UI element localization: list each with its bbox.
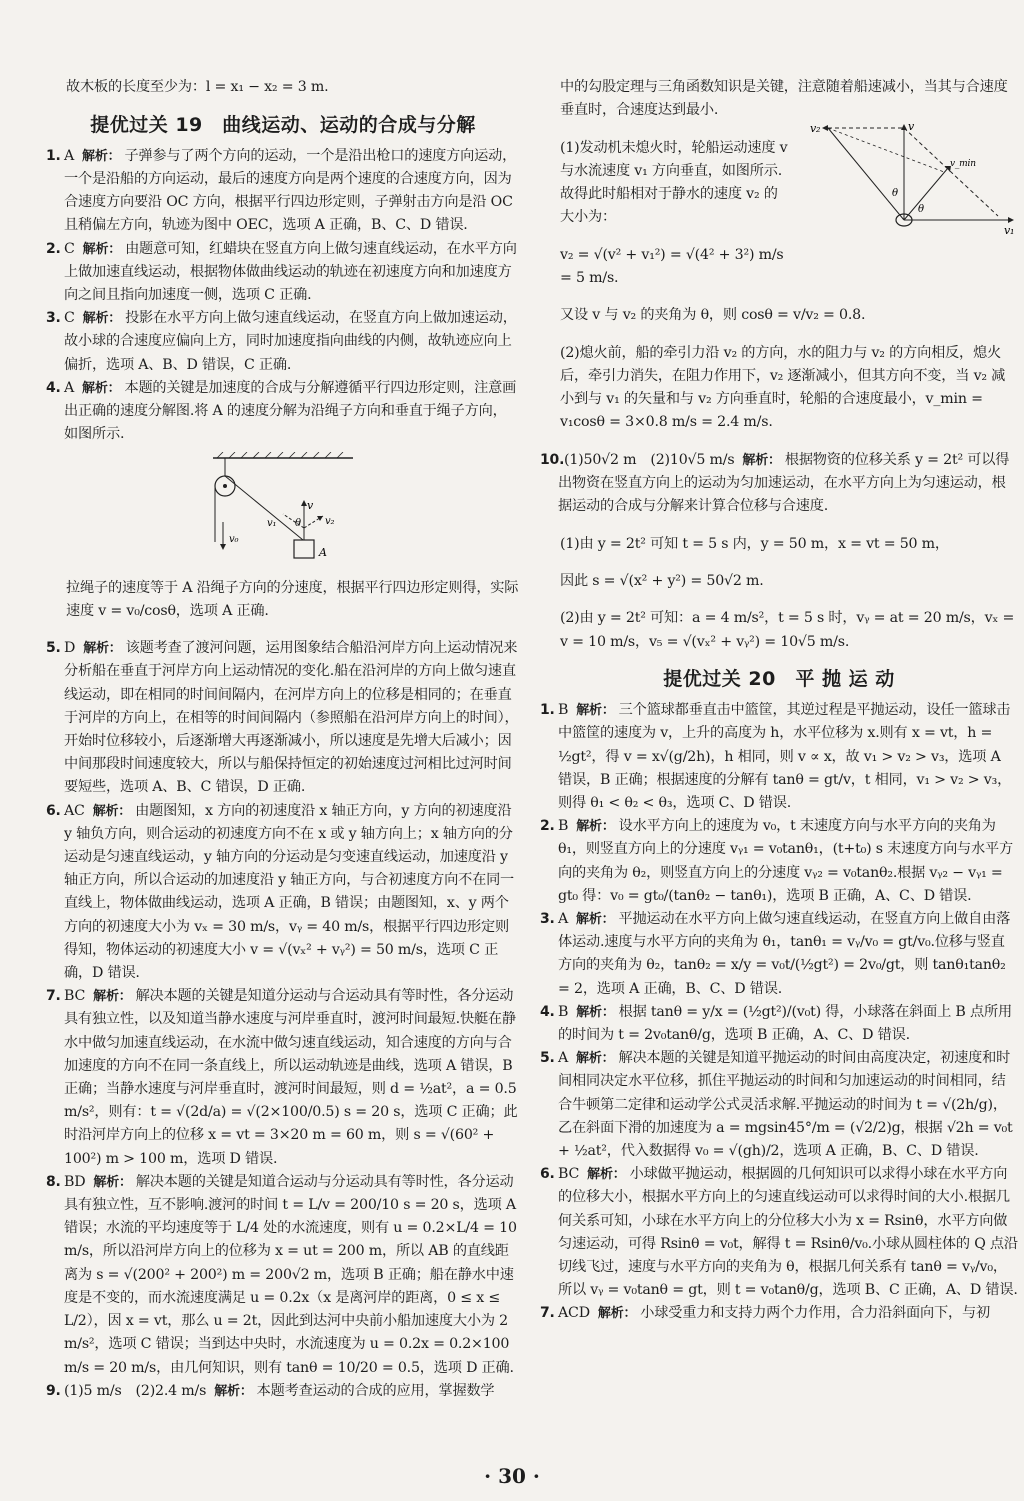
label-v2: v₂ bbox=[810, 122, 821, 136]
label-v0: v₀ bbox=[229, 534, 239, 546]
left-column bbox=[46, 62, 520, 1403]
item-number: 1. bbox=[46, 147, 61, 164]
item-number: 5. bbox=[540, 1050, 555, 1067]
right-items bbox=[540, 699, 1018, 1325]
answer-item bbox=[540, 1047, 1018, 1163]
item-answer: (1)5 m/s (2)2.4 m/s bbox=[64, 1382, 207, 1399]
answer-item bbox=[46, 377, 520, 447]
answer-item bbox=[46, 1171, 520, 1380]
item-text: 根据物资的位移关系 y = 2t² 可以得出物资在竖直方向上的运动为匀加速运动，在水平方向上为匀速运动，根据运动的合成与分解来计算合位移与合速度. bbox=[558, 451, 1010, 515]
item-number: 7. bbox=[540, 1305, 555, 1322]
item-answer: B bbox=[558, 702, 569, 719]
item-answer: BD bbox=[64, 1173, 86, 1190]
answer-item bbox=[540, 908, 1018, 1001]
boat-velocity-diagram bbox=[808, 116, 1018, 236]
answer-item bbox=[540, 815, 1018, 908]
item-label: 解析： bbox=[587, 1167, 626, 1183]
item10-line-2: 因此 s = √(x² + y²) = 50√2 m. bbox=[560, 572, 764, 589]
item10-line-1: (1)由 y = 2t² 可知 t = 5 s 内，y = 50 m，x = vt = 50 m， bbox=[560, 535, 949, 552]
item-text: 解决本题的关键是知道合运动与分运动具有等时性，各分运动具有独立性，互不影响.渡河的时间 t = L/v = 200/10 s = 20 s，选项 A 错误；水流的平均速度等于 L/4 处的水流速度，则有 u = 0.2×L/4 = 10 m/s，所以沿河岸方向上的位移为 x = ut = 200 m，所以 AB 的直线距离为 s = √(200² + 200²) m = 200√2 m，选项 B 正确；船在静水中速度是不变的，而水流速度满足 u = 0.2x（x 是离河岸的距离，0 ≤ x ≤ L/2），因 x = vt，那么 u = 2t，因此到达河中央前小船加速度大小为 2 m/s²，选项 C 错误；当到达中央时，水流速度为 u = 0.2x = 0.2×100 m/s = 20 m/s，由几何知识，则有 tanθ = 10/20 = 0.5，选项 D 正确. bbox=[64, 1173, 517, 1376]
item-answer: B bbox=[558, 818, 569, 835]
item-answer: AC bbox=[64, 802, 85, 819]
item4-continuation: 拉绳子的速度等于 A 沿绳子方向的分速度，根据平行四边形定则得，实际速度 v = v₀/cosθ，选项 A 正确. bbox=[66, 579, 519, 619]
item10-line-3: (2)由 y = 2t² 可知：a = 4 m/s²，t = 5 s 时，vᵧ = at = 20 m/s，vₓ = v = 10 m/s，v₅ = √(vₓ² + vᵧ²) = 10√5 m/s. bbox=[560, 610, 1015, 650]
label-theta-2: θ bbox=[918, 204, 924, 216]
item9-cont-2: (1)发动机未熄火时，轮船运动速度 v 与水流速度 v₁ 方向垂直，如图所示.故得此时船相对于静水的速度 v₂ 的大小为： bbox=[560, 139, 788, 226]
item-number: 2. bbox=[540, 818, 555, 835]
item-label: 解析： bbox=[576, 819, 615, 835]
item-label: 解析： bbox=[82, 241, 122, 257]
label-v2: v₂ bbox=[325, 516, 335, 528]
item-text: 由题意可知，红蜡块在竖直方向上做匀速直线运动，在水平方向上做加速直线运动，根据物体做曲线运动的轨迹在初速度方向和加速度方向之间且指向加速度一侧，选项 C 正确. bbox=[64, 240, 517, 303]
item-answer: C bbox=[64, 310, 75, 327]
item9-cont-3: v₂ = √(v² + v₁²) = √(4² + 3²) m/s = 5 m/s. bbox=[560, 246, 784, 286]
item-number: 3. bbox=[46, 310, 61, 327]
answer-item bbox=[46, 1380, 520, 1403]
answer-item bbox=[540, 699, 1018, 815]
item-text: 由题图知，x 方向的初速度沿 x 轴正方向，y 方向的初速度沿 y 轴负方向，则合运动的初速度方向不在 x 或 y 轴方向上；x 轴方向的分运动是匀速直线运动，y 轴方向的分运动是匀变速直线运动，加速度沿 y 轴正方向，所以合运动的加速度沿 y 轴正方向，与合初速度方向不在同一直线上，物体做曲线运动，选项 A 正确，B 错误；由题图知，x、y 两个方向的初速度大小为 vₓ = 30 m/s，vᵧ = 40 m/s，根据平行四边形定则得知，物体运动的初速度大小 v = √(vₓ² + vᵧ²) = 50 m/s，选项 C 正确，D 错误. bbox=[64, 802, 515, 982]
item-text: 三个篮球都垂直击中篮筐，其逆过程是平抛运动，设任一篮球击中篮筐的速度为 v，上升的高度为 h，水平位移为 x.则有 x = vt，h = ½gt²，得 v = x√(g/2h)，h 相同，则 v ∝ x，故 v₁ > v₂ > v₃，选项 A 错误，B 正确；根据速度的分解有 tanθ = gt/v，t 相同，v₁ > v₂ > v₃，则得 θ₁ < θ₂ < θ₃，选项 C、D 错误. bbox=[558, 702, 1012, 811]
answer-item bbox=[46, 800, 520, 986]
answer-item bbox=[46, 145, 520, 238]
item9-cont-5: (2)熄火前，船的牵引力沿 v₂ 的方向，水的阻力与 v₂ 的方向相反，熄火后，牵引力消失，在阻力作用下，v₂ 逐渐减小，但其方向不变，当 v₂ 减小到与 v₁ 的矢量和与 v₂ 方向垂直时，轮船的合速度最小，v_min = v₁cosθ = 3×0.8 m/s = 2.4 m/s. bbox=[560, 344, 1006, 431]
item-label: 解析： bbox=[576, 703, 615, 719]
item-number: 9. bbox=[46, 1382, 61, 1399]
section-title-20: 提优过关 20 平 抛 运 动 bbox=[663, 667, 895, 690]
item-answer: (1)50√2 m (2)10√5 m/s bbox=[564, 451, 735, 468]
item-text: 解决本题的关键是知道平抛运动的时间由高度决定，初速度和时间相同决定水平位移，抓住平抛运动的时间和匀加速运动的时间相同，结合牛顿第二定律和运动学公式灵活求解.平抛运动的时间为 t = √(2h/g)，乙在斜面下滑的加速度为 a = mgsin45°/m = (√2/2)g，根据 √2h = v₀t + ½at²，代入数据得 v₀ = √(gh)/2，选项 A 正确，B、C、D 错误. bbox=[558, 1050, 1013, 1159]
item-label: 解析： bbox=[576, 1051, 615, 1067]
item-label: 解析： bbox=[82, 311, 122, 327]
item-number: 8. bbox=[46, 1173, 61, 1190]
item-label: 解析： bbox=[576, 911, 615, 927]
item-number: 7. bbox=[46, 988, 61, 1005]
item-text: 本题的关键是加速度的合成与分解遵循平行四边形定则，注意画出正确的速度分解图.将 A 的速度分解为沿绳子方向和垂直于绳子方向，如图所示. bbox=[64, 379, 517, 443]
item-answer: C bbox=[64, 240, 75, 257]
intro-line: 故木板的长度至少为：l = x₁ − x₂ = 3 m. bbox=[66, 79, 329, 96]
item-text: 小球受重力和支持力两个力作用，合力沿斜面向下，与初 bbox=[640, 1305, 990, 1322]
right-column bbox=[540, 62, 1018, 1326]
item-answer: A bbox=[558, 910, 569, 927]
answer-item bbox=[540, 1001, 1018, 1047]
item-answer: BC bbox=[558, 1166, 580, 1183]
label-v: v bbox=[307, 499, 314, 513]
label-vmin: v_min bbox=[950, 159, 976, 170]
item-number: 5. bbox=[46, 640, 61, 657]
item-label: 解析： bbox=[597, 1306, 637, 1322]
item-label: 解析： bbox=[82, 380, 121, 396]
page-number: · 30 · bbox=[484, 1464, 540, 1488]
item-answer: ACD bbox=[558, 1305, 590, 1322]
item-answer: A bbox=[64, 379, 75, 396]
item-text: 本题考查运动的合成的应用，掌握数学 bbox=[256, 1382, 495, 1399]
item-label: 解析： bbox=[93, 989, 132, 1005]
item-answer: D bbox=[64, 640, 76, 657]
rope-pulley-diagram bbox=[203, 452, 363, 562]
answer-item bbox=[540, 1163, 1018, 1302]
item-text: 解决本题的关键是知道分运动与合运动具有等时性，各分运动具有独立性，以及知道当静水速度与河岸垂直时，渡河时间最短.快艇在静水中做匀加速直线运动，在水流中做匀速直线运动，知合速度的方向与合加速度的方向不在同一条直线上，所以运动轨迹是曲线，选项 A 错误，B 正确；当静水速度与河岸垂直时，渡河时间最短，则 d = ½at²，a = 0.5 m/s²，则有：t = √(2d/a) = √(2×100/0.5) s = 20 s，选项 C 正确；此时沿河岸方向上的位移 x = vt = 3×20 m = 60 m，则 s = √(60² + 100²) m > 100 m，选项 D 错误. bbox=[64, 988, 518, 1167]
left-items bbox=[46, 145, 520, 447]
answer-item bbox=[540, 1302, 1018, 1325]
item-text: 子弹参与了两个方向的运动，一个是沿出枪口的速度方向运动，一个是沿船的方向运动，最后的速度方向是两个速度的合速度方向，因为合速度方向要沿 OC 方向，根据平行四边形定则，子弹射击方向是沿 OC 且稍偏左方向，轨迹为图中 OEC，选项 A 正确，B、C、D 错误. bbox=[64, 147, 517, 234]
answer-item bbox=[46, 637, 520, 799]
item-number: 6. bbox=[46, 802, 61, 819]
section-title-19: 提优过关 19 曲线运动、运动的合成与分解 bbox=[90, 113, 476, 136]
label-theta-1: θ bbox=[892, 188, 898, 200]
item-label: 解析： bbox=[93, 1174, 132, 1190]
item-number: 3. bbox=[540, 910, 555, 927]
item-number: 2. bbox=[46, 240, 61, 257]
label-v1: v₁ bbox=[1004, 224, 1015, 237]
item-label: 解析： bbox=[214, 1383, 253, 1399]
item-number: 1. bbox=[540, 702, 555, 719]
item-answer: A bbox=[64, 147, 75, 164]
item-text: 投影在水平方向上做匀速直线运动，在竖直方向上做加速运动，故小球的合速度应偏向上方，同时加速度指向曲线的内侧，故轨迹应向上偏折，选项 A、B、D 错误，C 正确. bbox=[64, 310, 517, 373]
item9-cont-1: 中的勾股定理与三角函数知识是关键，注意随着船速减小，当其与合速度垂直时，合速度达到最小. bbox=[560, 79, 1008, 119]
item-text: 平抛运动在水平方向上做匀速直线运动，在竖直方向上做自由落体运动.速度与水平方向的夹角为 θ₁，tanθ₁ = vᵧ/v₀ = gt/v₀.位移与竖直方向的夹角为 θ₂，tanθ₂ = x/y = v₀t/(½gt²) = 2v₀/gt，则 tanθ₁tanθ₂ = 2，选项 A 正确，B、C、D 错误. bbox=[558, 910, 1011, 997]
item-text: 设水平方向上的速度为 v₀，t 末速度方向与水平方向的夹角为 θ₁，则竖直方向上的分速度 vᵧ₁ = v₀tanθ₁，(t+t₀) s 末速度方向与水平方向的夹角为 θ₂，则竖直方向上的分速度 vᵧ₂ = v₀tanθ₂.根据 vᵧ₂ − vᵧ₁ = gt₀ 得：v₀ = gt₀/(tanθ₂ − tanθ₁)，选项 B 正确，A、C、D 错误. bbox=[558, 818, 1014, 904]
answer-item-10 bbox=[540, 449, 1018, 519]
item-text: 根据 tanθ = y/x = (½gt²)/(v₀t) 得，小球落在斜面上 B 点所用的时间为 t = 2v₀tanθ/g，选项 B 正确，A、C、D 错误. bbox=[558, 1003, 1012, 1043]
item-answer: B bbox=[558, 1003, 569, 1020]
item-label: 解析： bbox=[576, 1004, 615, 1020]
item-text: 小球做平抛运动，根据圆的几何知识可以求得小球在水平方向的位移大小，根据水平方向上的匀速直线运动可以求得时间的大小.根据几何关系可知，小球在水平方向上的分位移大小为 x = Rsinθ，水平方向做匀速运动，可得 Rsinθ = v₀t，解得 t = Rsinθ/v₀.小球从圆柱体的 Q 点沿切线飞过，速度与水平方向的夹角为 θ，根据几何关系有 tanθ = vᵧ/v₀，所以 vᵧ = v₀tanθ = gt，则 t = v₀tanθ/g，选项 B、C 正确，A、D 错误. bbox=[558, 1166, 1018, 1299]
item-answer: BC bbox=[64, 988, 86, 1005]
item-label: 解析： bbox=[82, 148, 121, 164]
item-text: 该题考查了渡河问题，运用图象结合船沿河岸方向上运动情况来分析船在垂直于河岸方向上运动情况的变化.船在沿河岸的方向上做匀速直线运动，即在相同的时间间隔内，在河岸方向上的位移是相同的；在垂直于河岸的方向上，在相等的时间间隔内（参照船在沿河岸方向上的时间），开始时位移较小，后逐渐增大再逐渐减小，所以速度是先增大后减小；因中间那段时间速度较大，所以与船保持恒定的初始速度过河相比过河时间要短些，选项 A、B、C 错误，D 正确. bbox=[64, 640, 519, 796]
left-items-2 bbox=[46, 637, 520, 1403]
item-answer: A bbox=[558, 1050, 569, 1067]
answer-item bbox=[46, 238, 520, 308]
label-v: v bbox=[908, 120, 915, 134]
label-A: A bbox=[319, 546, 327, 560]
label-theta: θ bbox=[295, 518, 301, 530]
answer-item bbox=[46, 307, 520, 377]
item9-cont-4: 又设 v 与 v₂ 的夹角为 θ，则 cosθ = v/v₂ = 0.8. bbox=[560, 307, 866, 324]
item-label: 解析： bbox=[83, 641, 122, 657]
item-number: 4. bbox=[46, 379, 61, 396]
item-label: 解析： bbox=[742, 452, 781, 468]
answer-item bbox=[46, 985, 520, 1171]
item-number: 6. bbox=[540, 1166, 555, 1183]
label-v1: v₁ bbox=[267, 518, 277, 530]
item-label: 解析： bbox=[92, 803, 132, 819]
item-number: 10. bbox=[540, 451, 565, 468]
item-number: 4. bbox=[540, 1003, 555, 1020]
